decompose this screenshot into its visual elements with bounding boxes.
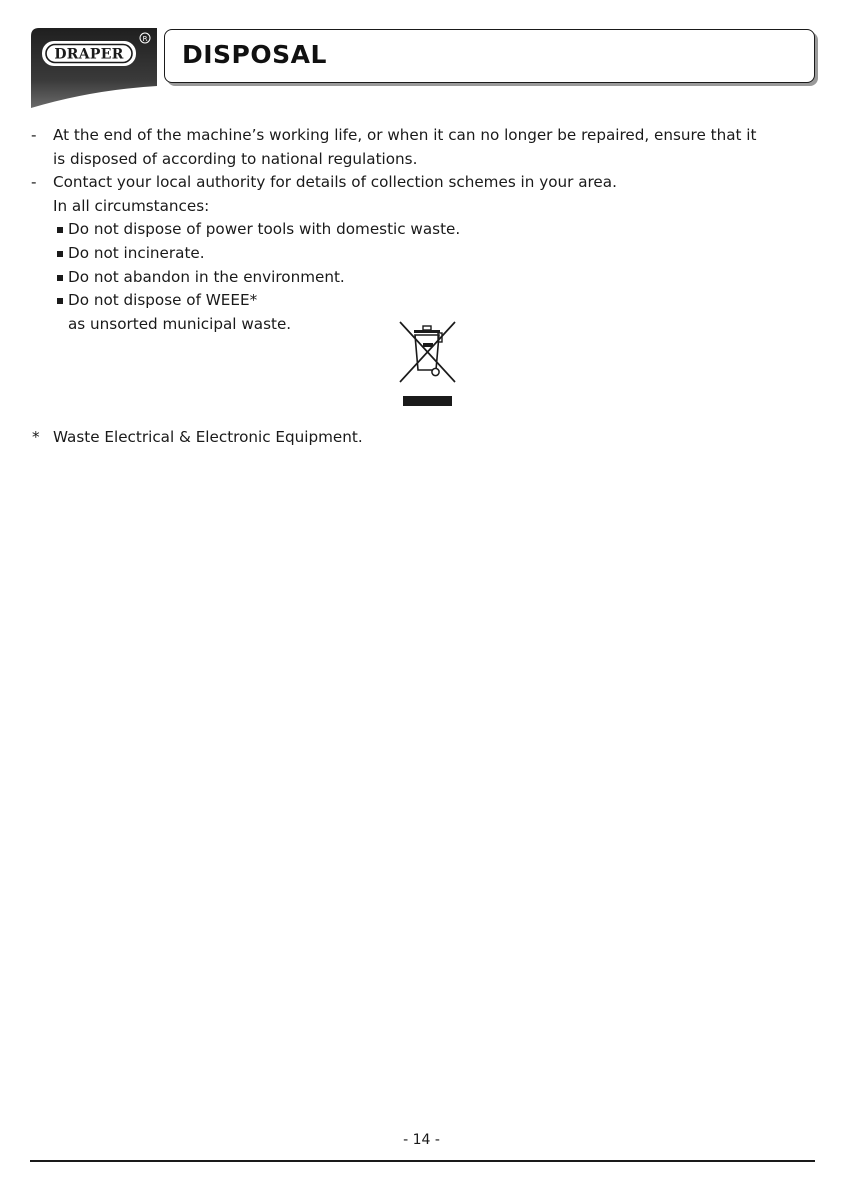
dash-marker: - [31, 126, 37, 144]
page-number: - 14 - [403, 1132, 440, 1148]
bullet-item [30, 266, 820, 290]
bullet-text: Do not incinerate. [68, 243, 205, 262]
list-item [30, 171, 820, 195]
bullet-item [30, 242, 820, 266]
footnote-text: Waste Electrical & Electronic Equipment. [53, 428, 363, 446]
bullet-text: Do not dispose of WEEE* [68, 291, 258, 310]
disposal-instructions [30, 124, 820, 336]
bullet-text: Do not dispose of power tools with domestic waste. [68, 220, 461, 239]
crossed-out-wheelie-bin-icon [397, 320, 457, 406]
svg-text:DRAPER: DRAPER [54, 46, 124, 63]
footer-divider [30, 1160, 815, 1162]
bullet-square-icon [57, 251, 63, 257]
list-item-text: At the end of the machine’s working life, or when it can no longer be repaired, ensure that it [53, 126, 757, 144]
footnote-marker: * [32, 428, 40, 446]
section-title-box [164, 29, 815, 83]
list-item [30, 124, 820, 171]
list-item-text: is disposed of according to national regulations. [53, 149, 418, 168]
bullet-item [30, 218, 820, 242]
dash-marker: - [31, 173, 37, 192]
circumstances-label: In all circumstances: [53, 196, 210, 215]
bullet-square-icon [57, 227, 63, 233]
svg-text:R: R [142, 35, 148, 43]
bullet-continuation: as unsorted municipal waste. [68, 314, 292, 333]
draper-logo [31, 28, 157, 108]
bullet-item [30, 289, 820, 313]
bullet-square-icon [57, 298, 63, 304]
footnote [30, 426, 363, 449]
list-item-text: Contact your local authority for details of collection schemes in your area. [53, 173, 617, 192]
bullet-square-icon [57, 275, 63, 281]
page-title: DISPOSAL [182, 40, 327, 69]
bullet-text: Do not abandon in the environment. [68, 267, 345, 286]
